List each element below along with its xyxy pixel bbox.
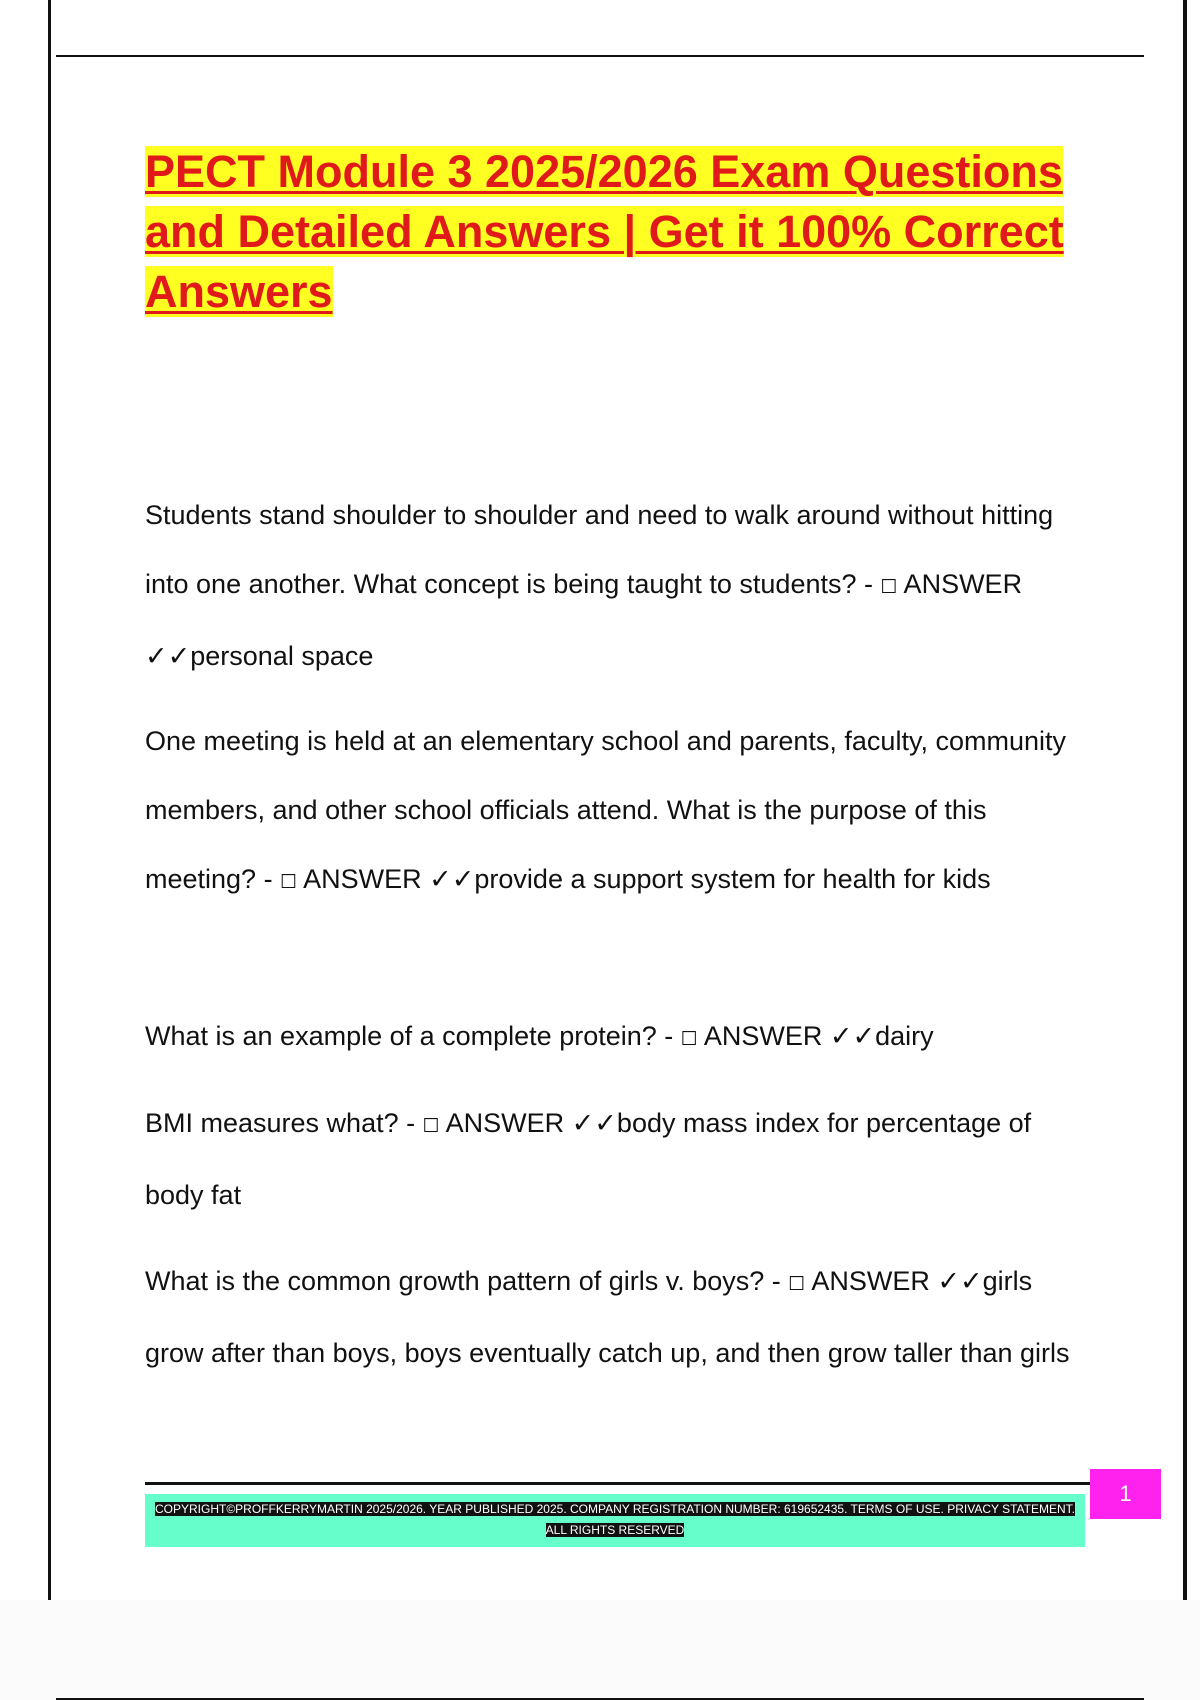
answer-label: ANSWER ✓✓ xyxy=(145,569,1023,671)
qa-entry xyxy=(145,1247,1090,1388)
qa-entry xyxy=(145,1002,1090,1074)
header-rule xyxy=(56,55,1144,57)
question-text: Students stand shoulder to shoulder and need to walk around without hitting into one another. What concept is being taught to students? - xyxy=(145,500,1054,599)
box-icon: ☐ xyxy=(280,871,298,893)
answer-text: provide a support system for health for kids xyxy=(474,864,991,894)
answer-text: dairy xyxy=(875,1021,934,1051)
box-icon: ☐ xyxy=(422,1115,440,1137)
document-title xyxy=(145,142,1085,322)
answer-label: ANSWER ✓✓ xyxy=(697,1021,876,1051)
footer-rule xyxy=(145,1482,1090,1485)
copyright-text: COPYRIGHT©PROFFKERRYMARTIN 2025/2026. YEAR PUBLISHED 2025. COMPANY REGISTRATION NUMBER: 619652435. TERMS OF USE. PRIVACY STATEMENT. ALL RIGHTS RESERVED xyxy=(155,1502,1075,1537)
qa-entry xyxy=(145,481,1090,691)
question-text: One meeting is held at an elementary school and parents, faculty, community members, and other school officials attend. What is the purpose of this meeting? - xyxy=(145,726,1066,894)
question-text: What is an example of a complete protein? - xyxy=(145,1021,681,1051)
answer-text: personal space xyxy=(190,641,374,671)
answer-label: ANSWER ✓✓ xyxy=(297,864,475,894)
qa-entry xyxy=(145,1089,1090,1230)
answer-text: body mass index for percentage of body fat xyxy=(145,1108,1032,1210)
answer-label: ANSWER ✓✓ xyxy=(439,1108,617,1138)
box-icon: ☐ xyxy=(680,1028,698,1050)
document-title-text: PECT Module 3 2025/2026 Exam Questions and Detailed Answers | Get it 100% Correct Answers xyxy=(145,146,1064,317)
question-text: What is the common growth pattern of girls v. boys? - xyxy=(145,1266,789,1296)
page-number-badge: 1 xyxy=(1090,1469,1161,1519)
box-icon: ☐ xyxy=(788,1273,806,1295)
answer-label: ANSWER ✓✓ xyxy=(805,1266,983,1296)
page-border-left xyxy=(48,0,51,1600)
answer-text: girls grow after than boys, boys eventually catch up, and then grow taller than girls xyxy=(145,1266,1070,1368)
page-border-right xyxy=(1183,0,1187,1600)
box-icon: ☐ xyxy=(880,576,898,598)
copyright-footer xyxy=(145,1494,1085,1547)
question-text: BMI measures what? - xyxy=(145,1108,423,1138)
qa-entry xyxy=(145,707,1090,917)
